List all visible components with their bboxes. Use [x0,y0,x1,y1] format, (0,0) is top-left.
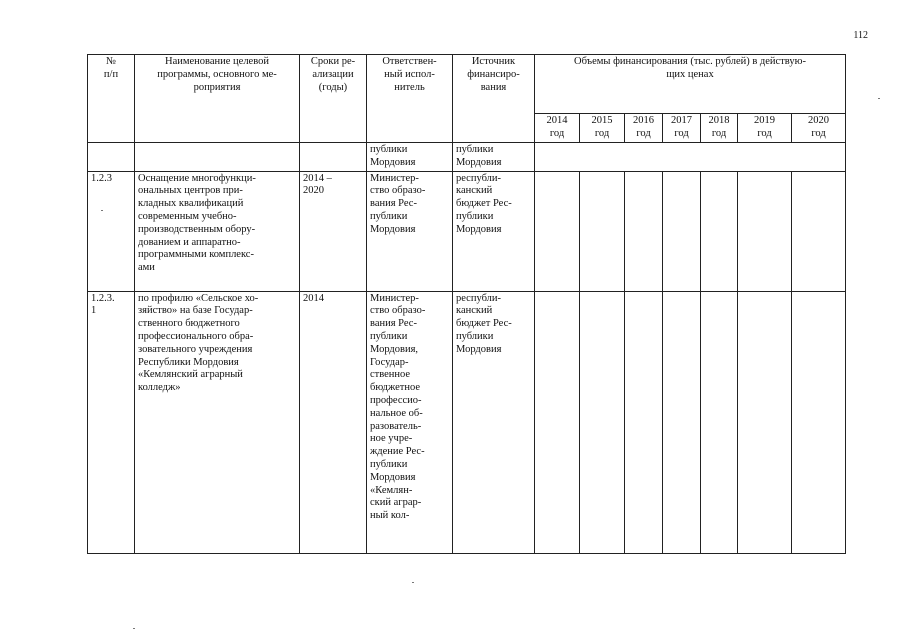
value-cell-2015 [580,171,625,291]
value-cell-2014 [535,291,580,553]
header-executor: Ответствен- ный испол- нитель [367,55,453,143]
row-term: 2014 – 2020 [300,171,367,291]
page-number: 112 [853,30,868,41]
row-num: 1.2.3. 1 [88,291,135,553]
header-year-2017: 2017 год [663,114,701,143]
value-cell-2015 [580,291,625,553]
row-name: по профилю «Сельское хо- зяйство» на базе Государ- ственного бюджетного профессионального обра- зовательного учреждения Республики Мордовия «Кемлянский аграрный колледж» [135,291,300,553]
value-cell-2017 [663,291,701,553]
header-volumes: Объемы финансирования (тыс. рублей) в действую- щих ценах [535,55,846,114]
scan-speck [133,628,135,629]
value-cell-2018 [701,291,738,553]
table-row [88,291,846,553]
value-cell-2020 [792,171,846,291]
row-values-merged [535,143,846,172]
row-executor: Министер- ство образо- вания Рес- публики Мордовия, Государ- ственное бюджетное профессио- нальное об- разователь- ное учре- ждение Рес- публики Мордовия «Кемлян- ский аграр- ный кол- [367,291,453,553]
scan-speck [878,98,880,99]
header-year-2018: 2018 год [701,114,738,143]
header-year-2014: 2014 год [535,114,580,143]
value-cell-2019 [738,171,792,291]
financing-table [87,54,846,554]
table-row [88,171,846,291]
scan-speck [101,210,103,211]
row-source: республи- канский бюджет Рес- публики Мордовия [453,291,535,553]
header-source: Источник финансиро- вания [453,55,535,143]
row-num [88,143,135,172]
row-name [135,143,300,172]
row-executor: Министер- ство образо- вания Рес- публики Мордовия [367,171,453,291]
table-row [88,143,846,172]
header-name: Наименование целевой программы, основного ме- роприятия [135,55,300,143]
scan-speck [412,582,414,583]
value-cell-2020 [792,291,846,553]
row-executor: публики Мордовия [367,143,453,172]
row-term: 2014 [300,291,367,553]
header-num: № п/п [88,55,135,143]
row-term [300,143,367,172]
value-cell-2016 [625,291,663,553]
row-num: 1.2.3 [88,171,135,291]
value-cell-2014 [535,171,580,291]
row-name: Оснащение многофункци- ональных центров при- кладных квалификаций современным учебно- производственным обору- дованием и аппаратно- программными комплекс- ами [135,171,300,291]
row-source: республи- канский бюджет Рес- публики Мордовия [453,171,535,291]
value-cell-2016 [625,171,663,291]
header-term: Сроки ре- ализации (годы) [300,55,367,143]
header-year-2016: 2016 год [625,114,663,143]
row-source: публики Мордовия [453,143,535,172]
value-cell-2018 [701,171,738,291]
header-year-2015: 2015 год [580,114,625,143]
header-year-2020: 2020 год [792,114,846,143]
value-cell-2019 [738,291,792,553]
value-cell-2017 [663,171,701,291]
header-year-2019: 2019 год [738,114,792,143]
